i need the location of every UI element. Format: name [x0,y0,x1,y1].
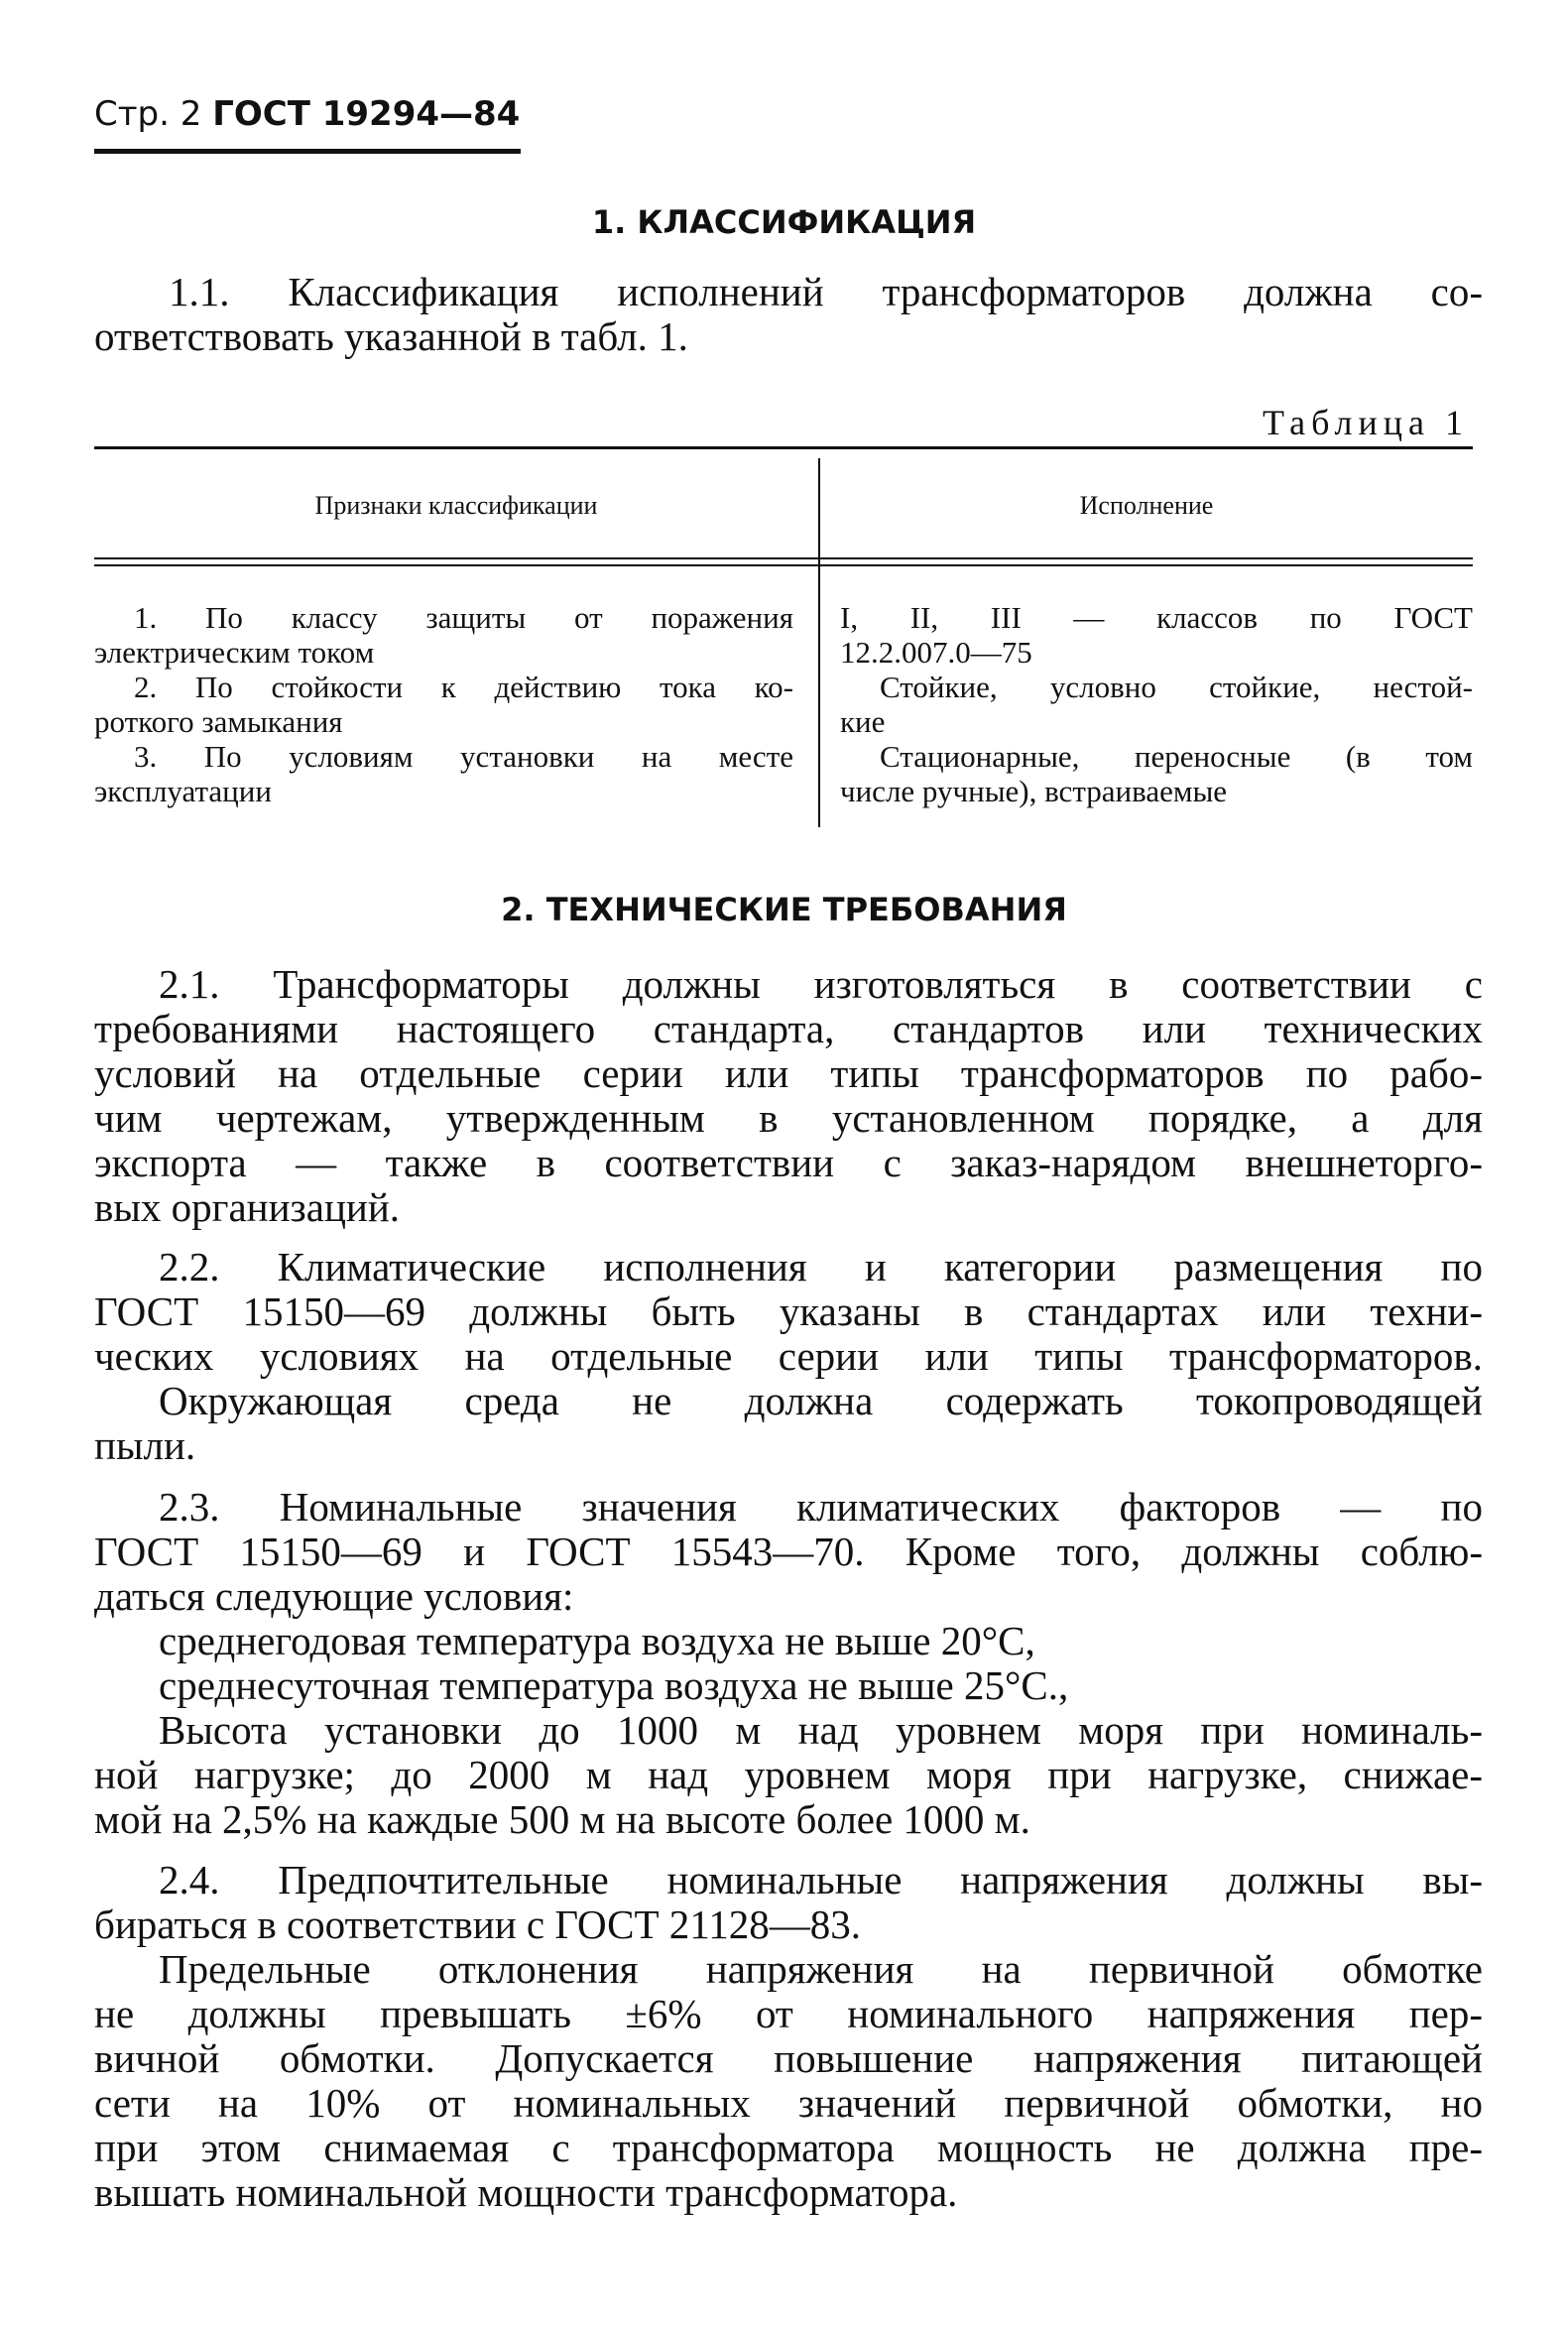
table-top-rule [94,446,1473,449]
text-line: эксплуатации [94,774,272,808]
paragraph-1-1 [94,270,1483,359]
text-line: чим чертежам, утвержденным в установленном порядке, а для [94,1095,1483,1141]
text-line: 12.2.007.0—75 [840,635,1032,670]
text-line: 2.4. Предпочтительные номинальные напряжения должны вы- [159,1857,1483,1902]
text-line: Окружающая среда не должна содержать токопроводящей [159,1378,1483,1423]
text-line: 2.2. Климатические исполнения и категории размещения по [159,1244,1483,1289]
table-header-execution: Исполнение [1079,491,1214,520]
header-rule [94,149,521,154]
classification-table [94,446,1473,828]
section-1-title: 1. КЛАССИФИКАЦИЯ [591,203,977,241]
text-line: Стационарные, переносные (в том [880,739,1473,774]
paragraph-2-1 [94,962,1483,1230]
table-cell-feature-3 [94,739,793,808]
text-line: Высота установки до 1000 м над уровнем моря при номиналь- [159,1707,1483,1753]
text-line: 2. По стойкости к действию тока ко- [134,670,793,704]
paragraph-2-3 [94,1485,1483,1842]
text-line: 3. По условиям установки на месте [134,739,793,774]
text-line: бираться в соответствии с ГОСТ 21128—83. [94,1901,861,1947]
paragraph-2-4 [94,1858,1483,2215]
page-header [94,94,520,134]
table-cell-execution-3 [840,739,1473,808]
text-line: вых организаций. [94,1184,401,1230]
text-line: не должны превышать ±6% от номинального напряжения пер- [94,1991,1483,2036]
section-2-title: 2. ТЕХНИЧЕСКИЕ ТРЕБОВАНИЯ [501,891,1067,928]
text-line: 2.1. Трансформаторы должны изготовляться в соответствии с [159,961,1483,1007]
table-cell-execution-1 [840,600,1473,670]
text-line: Предельные отклонения напряжения на первичной обмотке [159,1946,1483,1992]
text-line: мой на 2,5% на каждые 500 м на высоте более 1000 м. [94,1796,1030,1842]
text-line: роткого замыкания [94,704,343,739]
text-line: среднегодовая температура воздуха не выше 20°С, [159,1618,1035,1663]
page-number: Стр. 2 [94,94,202,134]
text-line: условий на отдельные серии или типы трансформаторов по рабо- [94,1050,1483,1096]
standard-number: ГОСТ 19294—84 [212,94,521,134]
text-line: ответствовать указанной в табл. 1. [94,313,688,359]
text-line: ческих условиях на отдельные серии или типы трансформаторов. [94,1333,1483,1379]
text-line: I, II, III — классов по ГОСТ [840,600,1473,635]
paragraph-2-2 [94,1245,1483,1468]
text-line: ГОСТ 15150—69 и ГОСТ 15543—70. Кроме того, должны соблю- [94,1529,1483,1574]
text-line: среднесуточная температура воздуха не выше 25°С., [159,1662,1069,1708]
table-caption: Таблица 1 [1263,403,1469,442]
text-line: числе ручные), встраиваемые [840,774,1228,808]
table-header-rule [94,557,1473,559]
text-line: ной нагрузке; до 2000 м над уровнем моря при нагрузке, снижае- [94,1752,1483,1797]
text-line: при этом снимаемая с трансформатора мощность не должна пре- [94,2125,1483,2170]
text-line: вичной обмотки. Допускается повышение напряжения питающей [94,2035,1483,2081]
text-line: Стойкие, условно стойкие, нестой- [880,670,1473,704]
text-line: 2.3. Номинальные значения климатических факторов — по [159,1484,1483,1530]
text-line: 1.1. Классификация исполнений трансформаторов должна со- [169,269,1483,314]
text-line: даться следующие условия: [94,1573,574,1619]
text-line: ГОСТ 15150—69 должны быть указаны в стандартах или техни- [94,1288,1483,1334]
text-line: 1. По классу защиты от поражения [134,600,793,635]
table-header-rule [94,564,1473,566]
text-line: вышать номинальной мощности трансформатора. [94,2169,958,2215]
table-cell-feature-2 [94,670,793,739]
text-line: сети на 10% от номинальных значений первичной обмотки, но [94,2080,1483,2126]
table-cell-feature-1 [94,600,793,670]
text-line: электрическим током [94,635,375,670]
text-line: экспорта — также в соответствии с заказ-нарядом внешнеторго- [94,1140,1483,1185]
text-line: пыли. [94,1422,196,1468]
text-line: требованиями настоящего стандарта, стандартов или технических [94,1006,1483,1051]
table-cell-execution-2 [840,670,1473,739]
table-header-features: Признаки классификации [314,491,598,520]
text-line: кие [840,704,886,739]
